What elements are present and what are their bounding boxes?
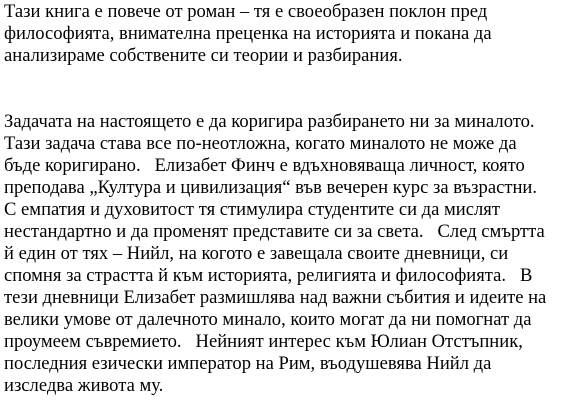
paragraph-line: й един от тях – Нийл, на когото е завещала своите дневници, си [4, 243, 509, 264]
paragraph-line: нестандартно и да променят представите си за света. След смъртта [4, 221, 545, 242]
paragraph-line: С емпатия и духовитост тя стимулира студентите си да мислят [4, 199, 500, 220]
paragraph-line: спомня за страстта й към историята, религията и философията. В [4, 265, 533, 286]
paragraph-line: преподава „Култура и цивилизация“ във вечерен курс за възрастни. [4, 177, 537, 198]
paragraph-line: велики умове от далечното минало, които могат да ни помогнат да [4, 309, 532, 330]
paragraph-line: проумеем съвремието. Нейният интерес към Юлиан Отстъпник, [4, 331, 523, 352]
paragraph-line: философията, внимателна преценка на историята и покана да [4, 23, 492, 44]
paragraph-line: бъде коригирано. Елизабет Финч е вдъхновяваща личност, която [4, 155, 525, 176]
paragraph-line: Тази задача става все по-неотложна, когато миналото не може да [4, 133, 517, 154]
paragraph-line: последния езически император на Рим, въодушевява Нийл да [4, 353, 492, 374]
paragraph-line: анализираме собствените си теории и разбирания. [4, 45, 403, 66]
paragraph-line: тези дневници Елизабет размишлява над важни събития и идеите на [4, 287, 547, 308]
paragraph-line: Задачата на настоящето е да коригира разбирането ни за миналото. [4, 111, 535, 132]
paragraph-line: изследва живота му. [4, 375, 164, 396]
paragraph-line: Тази книга е повече от роман – тя е своеобразен поклон пред [4, 1, 488, 22]
